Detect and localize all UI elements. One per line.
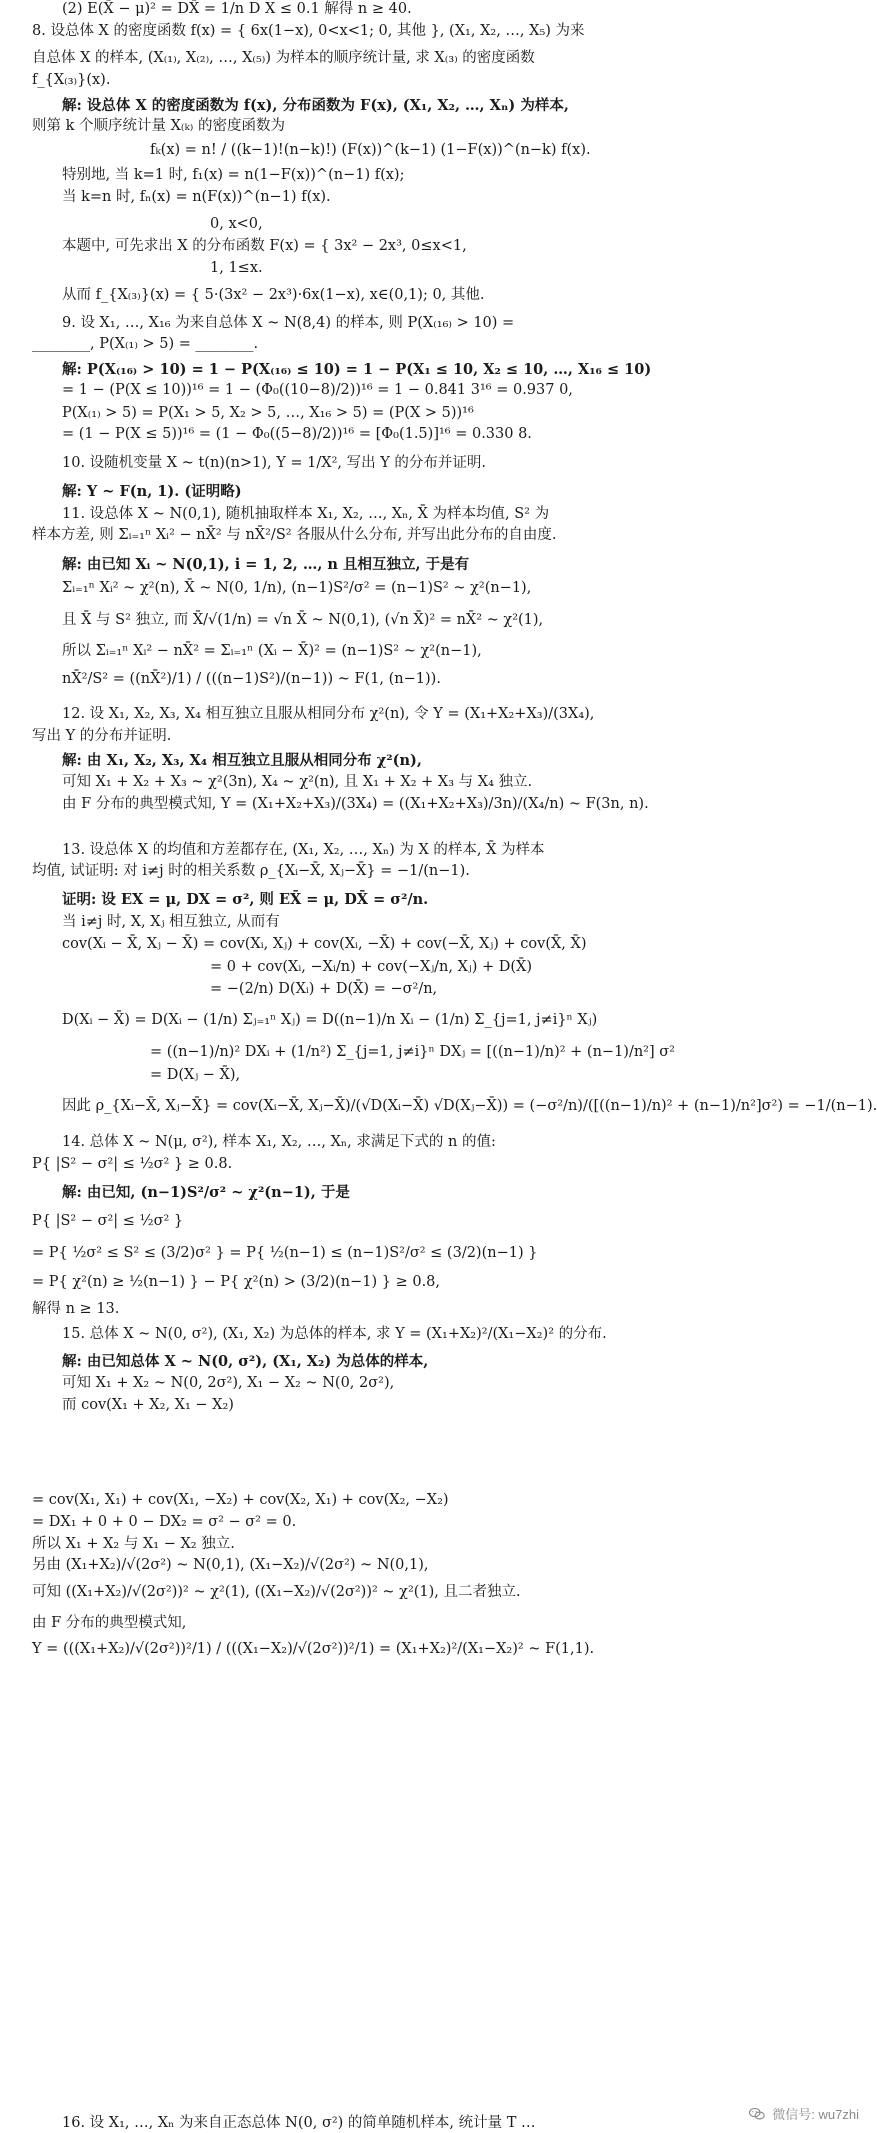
text-line: P{ |S² − σ²| ≤ ½σ² } ≥ 0.8. xyxy=(32,1156,233,1172)
text-line: 解得 n ≥ 13. xyxy=(32,1301,120,1317)
text-line: = 1 − (P(X ≤ 10))¹⁶ = 1 − (Φ₀((10−8)/2))¹⁶ = 1 − 0.841 3¹⁶ = 0.937 0, xyxy=(62,382,573,398)
text-line: f_{X₍₃₎}(x). xyxy=(32,72,111,88)
text-line: 1, 1≤x. xyxy=(210,260,263,276)
text-line: 10. 设随机变量 X ~ t(n)(n>1), Y = 1/X², 写出 Y 的分布并证明. xyxy=(62,455,486,471)
text-line: 而 cov(X₁ + X₂, X₁ − X₂) xyxy=(62,1397,234,1413)
text-line: Σᵢ₌₁ⁿ Xᵢ² ~ χ²(n), X̄ ~ N(0, 1/n), (n−1)S²/σ² = (n−1)S² ~ χ²(n−1), xyxy=(62,580,532,596)
text-line: 16. 设 X₁, …, Xₙ 为来自正态总体 N(0, σ²) 的简单随机样本, 统计量 T … xyxy=(62,2115,536,2131)
text-line: 均值, 试证明: 对 i≠j 时的相关系数 ρ_{Xᵢ−X̄, Xⱼ−X̄} = −1/(n−1). xyxy=(32,863,470,879)
text-line: 15. 总体 X ~ N(0, σ²), (X₁, X₂) 为总体的样本, 求 Y = (X₁+X₂)²/(X₁−X₂)² 的分布. xyxy=(62,1326,607,1342)
text-line: 解: Y ~ F(n, 1). (证明略) xyxy=(62,483,242,500)
text-line: = P{ ½σ² ≤ S² ≤ (3/2)σ² } = P{ ½(n−1) ≤ (n−1)S²/σ² ≤ (3/2)(n−1) } xyxy=(32,1245,538,1261)
text-line: 解: 由已知, (n−1)S²/σ² ~ χ²(n−1), 于是 xyxy=(62,1184,350,1201)
text-line: = D(Xⱼ − X̄), xyxy=(150,1067,241,1083)
text-line: nX̄²/S² = ((nX̄²)/1) / (((n−1)S²)/(n−1)) ~ F(1, (n−1)). xyxy=(62,671,441,687)
text-line: 当 k=n 时, fₙ(x) = n(F(x))^(n−1) f(x). xyxy=(62,189,331,205)
text-line: 另由 (X₁+X₂)/√(2σ²) ~ N(0,1), (X₁−X₂)/√(2σ²) ~ N(0,1), xyxy=(32,1557,429,1573)
text-line: 则第 k 个顺序统计量 X₍ₖ₎ 的密度函数为 xyxy=(32,118,285,134)
text-line: 写出 Y 的分布并证明. xyxy=(32,728,172,744)
text-line: = (1 − P(X ≤ 5))¹⁶ = (1 − Φ₀((5−8)/2))¹⁶ = [Φ₀(1.5)]¹⁶ = 0.330 8. xyxy=(62,426,532,442)
text-line: 所以 Σᵢ₌₁ⁿ Xᵢ² − nX̄² = Σᵢ₌₁ⁿ (Xᵢ − X̄)² = (n−1)S² ~ χ²(n−1), xyxy=(62,643,482,659)
text-line: 11. 设总体 X ~ N(0,1), 随机抽取样本 X₁, X₂, …, Xₙ, X̄ 为样本均值, S² 为 xyxy=(62,506,550,522)
text-line: 所以 X₁ + X₂ 与 X₁ − X₂ 独立. xyxy=(32,1536,235,1552)
text-line: (2) E(X̄ − μ)² = DX̄ = 1/n D X ≤ 0.1 解得 n ≥ 40. xyxy=(62,1,412,17)
text-line: 因此 ρ_{Xᵢ−X̄, Xⱼ−X̄} = cov(Xᵢ−X̄, Xⱼ−X̄)/(√D(Xᵢ−X̄) √D(Xⱼ−X̄)) = (−σ²/n)/([((n−1)/n)² + (n−1)/n²]σ²) = −1/(n−1). xyxy=(62,1098,877,1114)
text-line: 当 i≠j 时, X, Xⱼ 相互独立, 从而有 xyxy=(62,914,280,930)
text-line: 0, x<0, xyxy=(210,216,263,232)
text-line: = cov(X₁, X₁) + cov(X₁, −X₂) + cov(X₂, X₁) + cov(X₂, −X₂) xyxy=(32,1492,449,1508)
watermark-text: 微信号: wu7zhi xyxy=(772,2107,859,2122)
text-line: 且 X̄ 与 S² 独立, 而 X̄/√(1/n) = √n X̄ ~ N(0,1), (√n X̄)² = nX̄² ~ χ²(1), xyxy=(62,612,544,628)
text-line: 13. 设总体 X 的均值和方差都存在, (X₁, X₂, …, Xₙ) 为 X 的样本, X̄ 为样本 xyxy=(62,842,545,858)
text-line: 12. 设 X₁, X₂, X₃, X₄ 相互独立且服从相同分布 χ²(n), 令 Y = (X₁+X₂+X₃)/(3X₄), xyxy=(62,706,595,722)
text-line: 从而 f_{X₍₃₎}(x) = { 5·(3x² − 2x³)·6x(1−x), x∈(0,1); 0, 其他. xyxy=(62,287,485,303)
text-line: 由 F 分布的典型模式知, Y = (X₁+X₂+X₃)/(3X₄) = ((X₁+X₂+X₃)/3n)/(X₄/n) ~ F(3n, n). xyxy=(62,796,649,812)
text-line: 解: P(X₍₁₆₎ > 10) = 1 − P(X₍₁₆₎ ≤ 10) = 1 − P(X₁ ≤ 10, X₂ ≤ 10, …, X₁₆ ≤ 10) xyxy=(62,361,652,378)
text-line: D(Xᵢ − X̄) = D(Xᵢ − (1/n) Σⱼ₌₁ⁿ Xⱼ) = D((n−1)/n Xᵢ − (1/n) Σ_{j=1, j≠i}ⁿ Xⱼ) xyxy=(62,1012,598,1028)
text-line: 8. 设总体 X 的密度函数 f(x) = { 6x(1−x), 0<x<1; 0, 其他 }, (X₁, X₂, …, X₅) 为来 xyxy=(32,23,585,39)
text-line: 解: 由已知 Xᵢ ~ N(0,1), i = 1, 2, …, n 且相互独立, 于是有 xyxy=(62,556,470,573)
wechat-icon xyxy=(748,2105,766,2123)
text-line: 解: 设总体 X 的密度函数为 f(x), 分布函数为 F(x), (X₁, X₂, …, Xₙ) 为样本, xyxy=(62,97,569,114)
text-line: = ((n−1)/n)² DXᵢ + (1/n²) Σ_{j=1, j≠i}ⁿ DXⱼ = [((n−1)/n)² + (n−1)/n²] σ² xyxy=(150,1044,675,1060)
text-line: = 0 + cov(Xᵢ, −Xᵢ/n) + cov(−Xⱼ/n, Xⱼ) + D(X̄) xyxy=(210,959,533,975)
text-line: 证明: 设 EX = μ, DX = σ², 则 EX̄ = μ, DX̄ = σ²/n. xyxy=(62,891,429,908)
text-line: 自总体 X 的样本, (X₍₁₎, X₍₂₎, …, X₍₅₎) 为样本的顺序统计量, 求 X₍₃₎ 的密度函数 xyxy=(32,50,535,66)
text-line: 由 F 分布的典型模式知, xyxy=(32,1615,187,1631)
text-line: 14. 总体 X ~ N(μ, σ²), 样本 X₁, X₂, …, Xₙ, 求满足下式的 n 的值: xyxy=(62,1134,496,1150)
text-line: = P{ χ²(n) ≥ ½(n−1) } − P{ χ²(n) > (3/2)(n−1) } ≥ 0.8, xyxy=(32,1274,441,1290)
text-line: 特别地, 当 k=1 时, f₁(x) = n(1−F(x))^(n−1) f(x); xyxy=(62,167,405,183)
text-line: = DX₁ + 0 + 0 − DX₂ = σ² − σ² = 0. xyxy=(32,1514,297,1530)
text-line: 9. 设 X₁, …, X₁₆ 为来自总体 X ~ N(8,4) 的样本, 则 P(X₍₁₆₎ > 10) = xyxy=(62,315,515,331)
text-line: P(X₍₁₎ > 5) = P(X₁ > 5, X₂ > 5, …, X₁₆ > 5) = (P(X > 5))¹⁶ xyxy=(62,405,474,421)
text-line: Y = (((X₁+X₂)/√(2σ²))²/1) / (((X₁−X₂)/√(2σ²))²/1) = (X₁+X₂)²/(X₁−X₂)² ~ F(1,1). xyxy=(32,1641,595,1657)
text-line: 解: 由已知总体 X ~ N(0, σ²), (X₁, X₂) 为总体的样本, xyxy=(62,1353,429,1370)
text-line: 可知 X₁ + X₂ + X₃ ~ χ²(3n), X₄ ~ χ²(n), 且 X₁ + X₂ + X₃ 与 X₄ 独立. xyxy=(62,774,533,790)
text-line: = −(2/n) D(Xᵢ) + D(X̄) = −σ²/n, xyxy=(210,981,438,997)
text-line: 本题中, 可先求出 X 的分布函数 F(x) = { 3x² − 2x³, 0≤x<1, xyxy=(62,238,467,254)
text-line: cov(Xᵢ − X̄, Xⱼ − X̄) = cov(Xᵢ, Xⱼ) + cov(Xᵢ, −X̄) + cov(−X̄, Xⱼ) + cov(X̄, X̄) xyxy=(62,936,587,952)
text-line: 可知 ((X₁+X₂)/√(2σ²))² ~ χ²(1), ((X₁−X₂)/√(2σ²))² ~ χ²(1), 且二者独立. xyxy=(32,1584,521,1600)
watermark xyxy=(748,2104,859,2123)
text-line: 解: 由 X₁, X₂, X₃, X₄ 相互独立且服从相同分布 χ²(n), xyxy=(62,752,422,769)
text-line: P{ |S² − σ²| ≤ ½σ² } xyxy=(32,1213,184,1229)
text-line: 样本方差, 则 Σᵢ₌₁ⁿ Xᵢ² − nX̄² 与 nX̄²/S² 各服从什么分布, 并写出此分布的自由度. xyxy=(32,527,557,543)
text-line: 可知 X₁ + X₂ ~ N(0, 2σ²), X₁ − X₂ ~ N(0, 2σ²), xyxy=(62,1375,395,1391)
text-line: ________, P(X₍₁₎ > 5) = ________. xyxy=(32,336,259,352)
text-line: fₖ(x) = n! / ((k−1)!(n−k)!) (F(x))^(k−1) (1−F(x))^(n−k) f(x). xyxy=(150,142,591,158)
